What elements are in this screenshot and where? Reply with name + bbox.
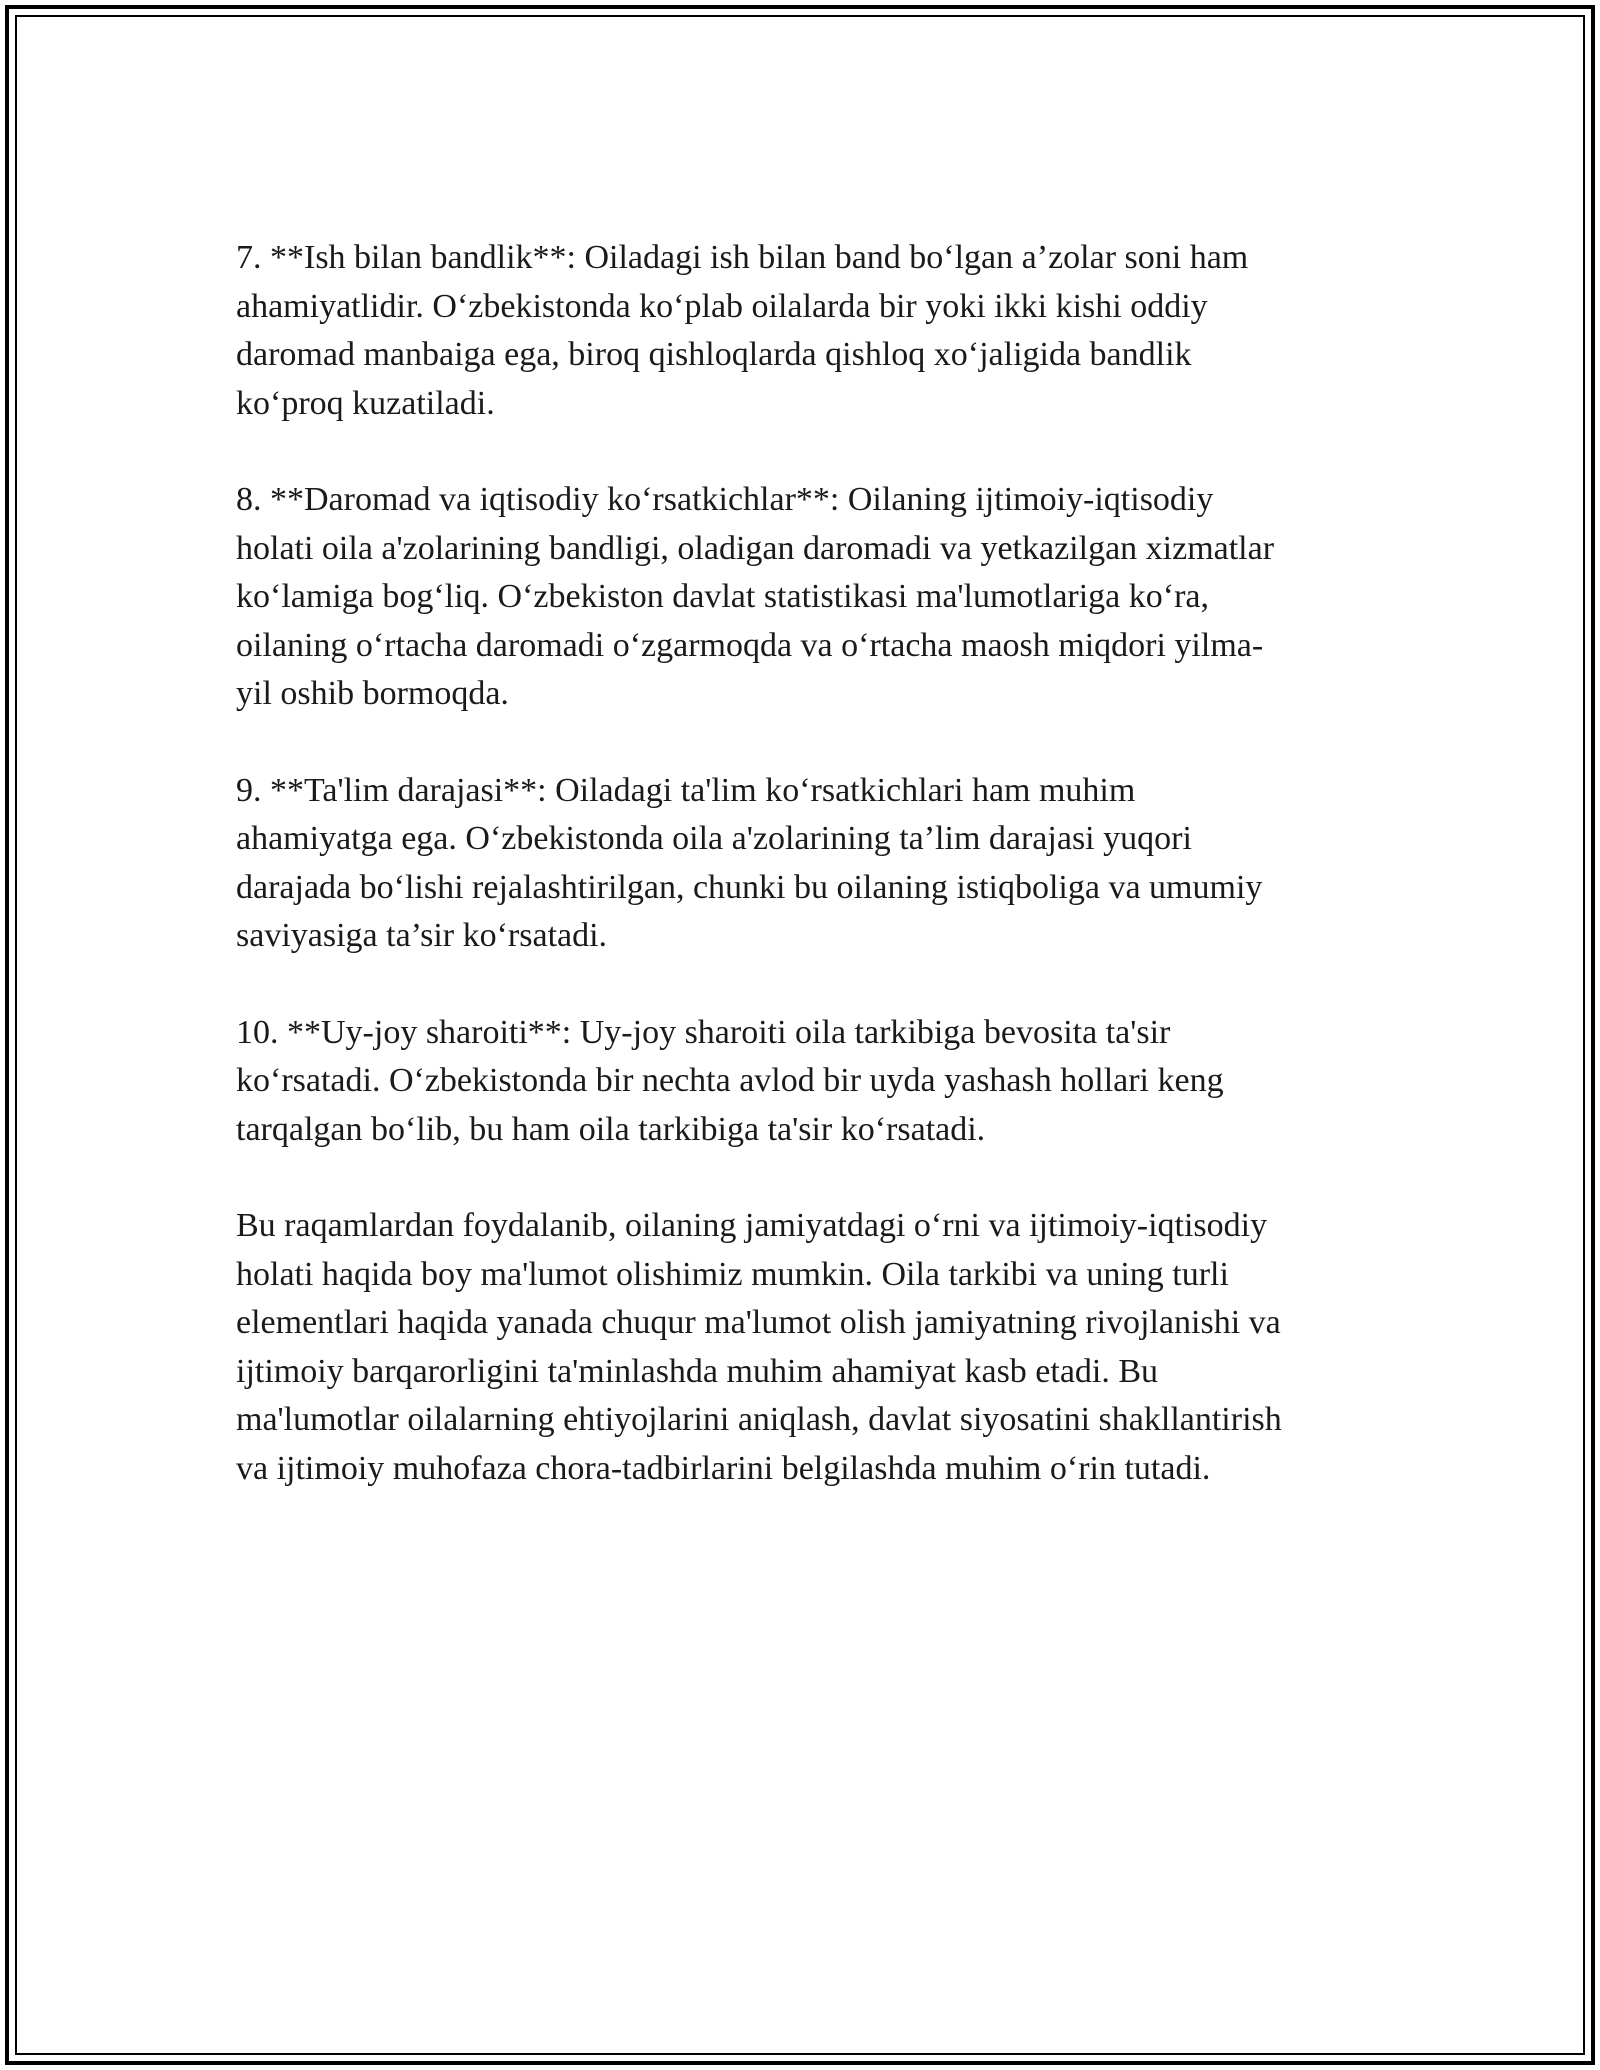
text-line: holati oila a'zolarining bandligi, oladigan daromadi va yetkazilgan xizmatlar (236, 529, 1275, 567)
text-line: 10. **Uy-joy sharoiti**: Uy-joy sharoiti oila tarkibiga bevosita ta'sir (236, 1013, 1171, 1051)
text-line: 7. **Ish bilan bandlik**: Oiladagi ish bilan band bo‘lgan a’zolar soni ham (236, 239, 1249, 276)
text-line: 8. **Daromad va iqtisodiy ko‘rsatkichlar**: Oilaning ijtimoiy-iqtisodiy (236, 481, 1214, 518)
text-line: daromad manbaiga ega, biroq qishloqlarda qishloq xo‘jaligida bandlik (236, 336, 1192, 373)
text-line: ko‘proq kuzatiladi. (236, 384, 495, 422)
text-line: ijtimoiy barqarorligini ta'minlashda muhim ahamiyat kasb etadi. Bu (236, 1352, 1159, 1390)
text-line: ahamiyatlidir. O‘zbekistonda ko‘plab oilalarda bir yoki ikki kishi oddiy (236, 287, 1208, 325)
text-line: darajada bo‘lishi rejalashtirilgan, chunki bu oilaning istiqboliga va umumiy (236, 868, 1263, 906)
text-line: ko‘lamiga bog‘liq. O‘zbekiston davlat statistikasi ma'lumotlariga ko‘ra, (236, 578, 1210, 615)
paragraph-housing (236, 1009, 1386, 1155)
text-line: yil oshib bormoqda. (236, 675, 509, 712)
text-line: ahamiyatga ega. O‘zbekistonda oila a'zolarining ta’lim darajasi yuqori (236, 820, 1192, 857)
paragraph-education (236, 767, 1386, 961)
paragraph-conclusion (236, 1202, 1386, 1493)
text-line: ko‘rsatadi. O‘zbekistonda bir nechta avlod bir uyda yashash hollari keng (236, 1062, 1224, 1099)
paragraph-employment (236, 234, 1386, 428)
text-line: holati haqida boy ma'lumot olishimiz mumkin. Oila tarkibi va uning turli (236, 1255, 1229, 1293)
text-line: Bu raqamlardan foydalanib, oilaning jamiyatdagi o‘rni va ijtimoiy-iqtisodiy (236, 1207, 1268, 1244)
text-line: tarqalgan bo‘lib, bu ham oila tarkibiga ta'sir ko‘rsatadi. (236, 1110, 986, 1148)
paragraph-income (236, 476, 1386, 719)
document-body (236, 234, 1386, 1541)
text-line: ma'lumotlar oilalarning ehtiyojlarini aniqlash, davlat siyosatini shakllantirish (236, 1401, 1282, 1438)
text-line: va ijtimoiy muhofaza chora-tadbirlarini belgilashda muhim o‘rin tutadi. (236, 1449, 1211, 1487)
text-line: elementlari haqida yanada chuqur ma'lumot olish jamiyatning rivojlanishi va (236, 1304, 1281, 1341)
text-line: oilaning o‘rtacha daromadi o‘zgarmoqda va o‘rtacha maosh miqdori yilma- (236, 626, 1264, 664)
text-line: saviyasiga ta’sir ko‘rsatadi. (236, 917, 608, 954)
text-line: 9. **Ta'lim darajasi**: Oiladagi ta'lim ko‘rsatkichlari ham muhim (236, 771, 1136, 809)
